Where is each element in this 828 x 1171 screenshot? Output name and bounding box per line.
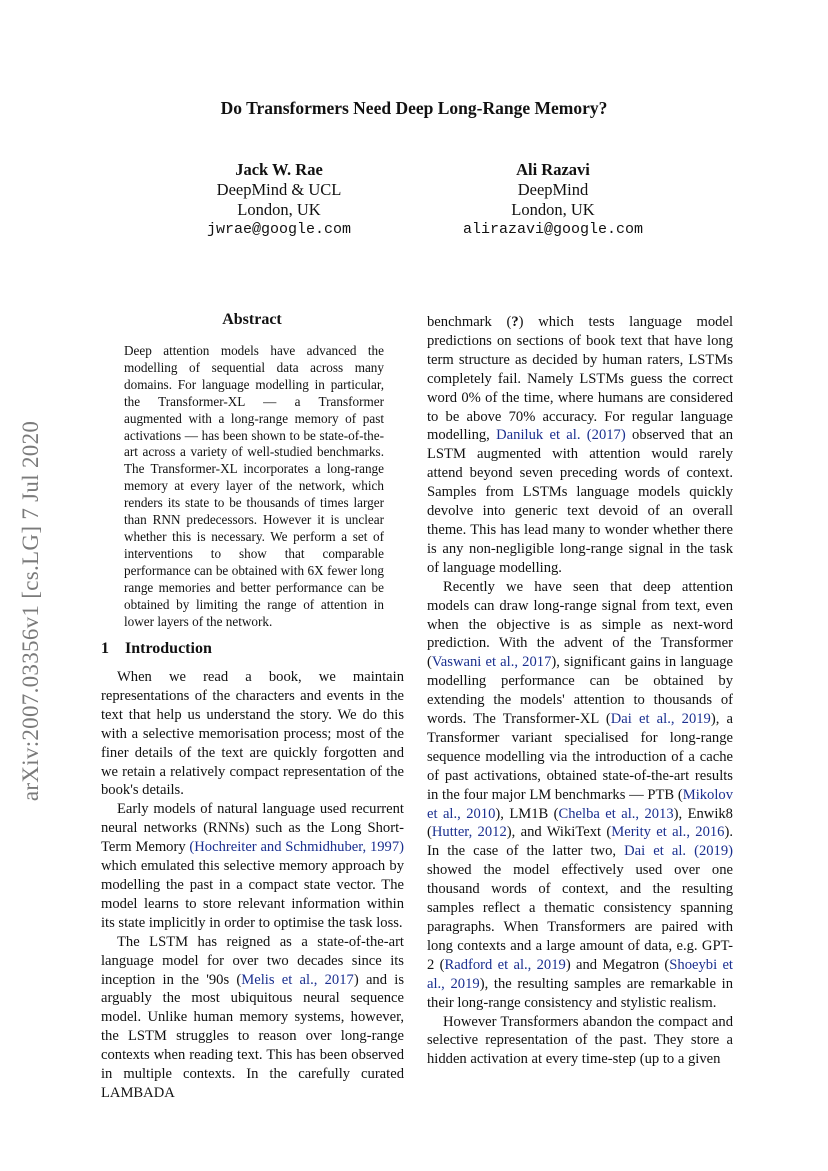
author-block-2 [423, 160, 683, 240]
body-paragraph [427, 1013, 733, 1070]
paragraph-text: ), LM1B ( [495, 805, 559, 822]
citation-link[interactable]: Melis et al., 2017 [241, 971, 354, 988]
citation-link[interactable]: Dai et al. (2019) [624, 843, 733, 860]
section-title: Introduction [125, 640, 212, 657]
author-name: Jack W. Rae [235, 160, 323, 179]
citation-link[interactable]: Radford et al., 2019 [444, 956, 566, 973]
paragraph-text: ) and is arguably the most ubiquitous neural sequence model. Unlike human memory systems, however, the LSTM struggles to reason over long-range contexts when reading text. This has been observed in multiple contexts. In the carefully curated LAMBADA [101, 971, 404, 1101]
citation-link[interactable]: Daniluk et al. (2017) [496, 427, 626, 444]
paper-title: Do Transformers Need Deep Long-Range Memory? [220, 98, 608, 118]
author-location: London, UK [237, 200, 321, 219]
citation-link[interactable]: (Hochreiter and Schmidhuber, 1997) [189, 839, 405, 856]
paragraph-text: Recently we have seen that deep attention models can draw long-range signal from text, even when the objective is as simple as next-word prediction. With the advent of the Transformer ( [427, 578, 733, 671]
section-heading [101, 640, 212, 658]
author-location: London, UK [511, 200, 595, 219]
paragraph-text: ), and WikiText ( [506, 824, 612, 841]
paragraph-text: benchmark ( [427, 314, 512, 330]
body-paragraph [427, 313, 733, 578]
author-email[interactable]: jwrae@google.com [206, 221, 352, 238]
paragraph-text: ) which tests language model predictions on sections of book text that have long term structure as decided by human raters, LSTMs completely fail. Namely LSTMs guess the correct word 0% of the time, where humans are considered to be above 70% accuracy. For regular language modelling, [427, 314, 733, 444]
right-column-body [427, 313, 733, 1069]
paragraph-text: ), a Transformer variant specialised for long-range sequence modelling via the introduction of a cache of past activations, obtained state-of-the-art results in the four major LM benchmarks — PTB ( [427, 711, 733, 803]
citation-link[interactable]: Merity et al., 2016 [611, 824, 725, 841]
citation-link[interactable]: Mikolov et al., 2010 [427, 786, 733, 822]
author-block-1 [149, 160, 409, 240]
abstract-heading: Abstract [222, 311, 282, 328]
citation-link[interactable]: Vaswani et al., 2017 [431, 654, 552, 671]
paragraph-text: which emulated this selective memory approach by modelling the past in a compact state vector. The model learns to store relevant information within its state implicitly in order to optimise the task loss. [101, 858, 404, 931]
paragraph-text: observed that an LSTM augmented with attention would rarely attend beyond seven preceding words of context. Samples from LSTMs language models quickly devolve into generic text devoid of an overall theme. This has lead many to wonder whether there is any non-negligible long-range signal in the task of language modelling. [427, 427, 733, 576]
paragraph-text: When we read a book, we maintain representations of the characters and events in the text that help us understand the story. We do this with a selective memorisation process; most of the finer details of the text are quickly forgotten and we retain a relatively compact representation of the book's details. [101, 669, 404, 799]
citation-link[interactable]: Shoeybi et al., 2019 [427, 956, 733, 992]
body-paragraph [101, 800, 404, 932]
left-column-body [101, 668, 404, 1103]
arxiv-stamp: arXiv:2007.03356v1 [cs.LG] 7 Jul 2020 [18, 420, 43, 802]
missing-citation-marker: ? [511, 314, 519, 330]
citation-link[interactable]: Hutter, 2012 [431, 824, 507, 841]
paragraph-text: Early models of natural language used recurrent neural networks (RNNs) such as the Long Short-Term Memory [101, 801, 404, 856]
body-paragraph [101, 668, 404, 800]
paragraph-text: ), significant gains in language modelling performance can be obtained by extending the models' attention to thousands of words. The Transformer-XL ( [427, 654, 733, 728]
author-email[interactable]: alirazavi@google.com [462, 221, 644, 238]
author-name: Ali Razavi [516, 160, 590, 179]
paragraph-text: The LSTM has reigned as a state-of-the-art language model for over two decades since its inception in the '90s ( [101, 933, 404, 988]
arxiv-sidebar [14, 378, 48, 844]
paragraph-text: showed the model effectively used over one thousand words of context, and the resulting samples reflect a thematic consistency spanning paragraphs. When Transformers are paired with long contexts and a large amount of data, e.g. GPT-2 ( [427, 862, 733, 973]
paragraph-text: ), Enwik8 ( [427, 805, 733, 841]
paragraph-text: However Transformers abandon the compact and selective representation of the past. They store a hidden activation at every time-step (up to a given [427, 1013, 733, 1068]
citation-link[interactable]: Chelba et al., 2013 [558, 805, 674, 822]
paragraph-text: ). In the case of the latter two, [427, 824, 733, 860]
author-affiliation: DeepMind & UCL [216, 180, 342, 199]
body-paragraph [101, 933, 404, 1103]
section-number: 1 [101, 640, 109, 657]
citation-link[interactable]: Dai et al., 2019 [610, 711, 711, 728]
abstract-text: Deep attention models have advanced the modelling of sequential data across many domains. For language modelling in particular, the Transformer-XL — a Transformer augmented with a long-range memory of past activations — has been shown to be state-of-the-art across a variety of well-studied benchmarks. The Transformer-XL incorporates a long-range memory at every layer of the network, which renders its state to be thousands of times larger than RNN predecessors. However it is unclear whether this is necessary. We perform a set of interventions to show that comparable performance can be obtained with 6X fewer long range memories and better performance can be obtained by limiting the range of attention in lower layers of the network. [124, 343, 384, 629]
body-paragraph [427, 578, 733, 1013]
paragraph-text: ), the resulting samples are remarkable in their long-range consistency and stylistic realism. [427, 975, 733, 1011]
author-affiliation: DeepMind [517, 180, 589, 199]
paragraph-text: ) and Megatron ( [565, 956, 670, 973]
